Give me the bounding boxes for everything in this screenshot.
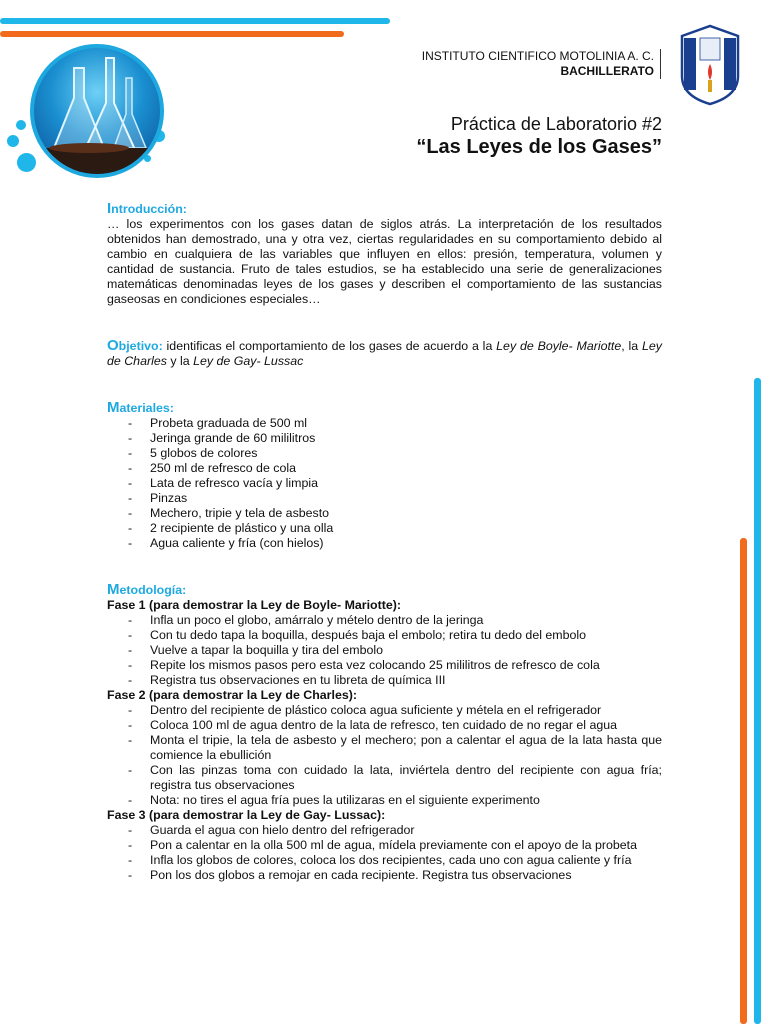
objective-text-1: identificas el comportamiento de los gases de acuerdo a la xyxy=(162,339,497,353)
materials-list xyxy=(107,416,662,551)
law-charles: Ley de Charles xyxy=(107,339,662,368)
list-item: - Monta el tripie, la tela de asbesto y el mechero; pon a calentar el agua de la lata hasta que comience la ebullición xyxy=(107,733,662,763)
list-item: - 2 recipiente de plástico y una olla xyxy=(107,521,662,536)
top-blue-bar xyxy=(0,18,390,24)
school-crest-logo xyxy=(678,24,742,106)
list-item: - Vuelve a tapar la boquilla y tira del embolo xyxy=(107,643,662,658)
list-item: - 250 ml de refresco de cola xyxy=(107,461,662,476)
phase-1-title: Fase 1 (para demostrar la Ley de Boyle- Mariotte): xyxy=(107,598,402,612)
objective-heading xyxy=(107,339,163,353)
phase-3-title: Fase 3 (para demostrar la Ley de Gay- Lussac): xyxy=(107,808,386,822)
list-item: - Repite los mismos pasos pero esta vez colocando 25 mililitros de refresco de cola xyxy=(107,658,662,673)
list-item: - Jeringa grande de 60 mililitros xyxy=(107,431,662,446)
objective-section xyxy=(107,338,662,369)
list-item: - Pon a calentar en la olla 500 ml de agua, mídela previamente con el apoyo de la probeta xyxy=(107,838,662,853)
objective-heading-rest: bjetivo: xyxy=(118,339,163,353)
materials-heading-rest: ateriales: xyxy=(119,401,174,415)
lab-flasks-image xyxy=(30,44,164,178)
institution-name: INSTITUTO CIENTIFICO MOTOLINIA A. C. xyxy=(421,49,654,63)
list-item: - Agua caliente y fría (con hielos) xyxy=(107,536,662,551)
practice-title: “Las Leyes de los Gases” xyxy=(416,136,662,158)
materials-heading-cap: M xyxy=(107,399,120,416)
list-item: - Registra tus observaciones en tu libreta de química III xyxy=(107,673,662,688)
deco-dot xyxy=(16,120,26,130)
methodology-heading xyxy=(107,582,662,598)
practice-number: Práctica de Laboratorio #2 xyxy=(450,114,662,134)
law-boyle: Ley de Boyle- Mariotte xyxy=(496,339,622,353)
law-gay-lussac: Ley de Gay- Lussac xyxy=(193,354,304,368)
top-orange-bar xyxy=(0,31,344,37)
list-item: - Infla los globos de colores, coloca los dos recipientes, cada uno con agua caliente y fría xyxy=(107,853,662,868)
list-item: - Infla un poco el globo, amárralo y mételo dentro de la jeringa xyxy=(107,613,662,628)
intro-heading-rest: ntroducción: xyxy=(111,202,187,216)
objective-text-2: , la xyxy=(621,339,643,353)
methodology-heading-rest: etodología: xyxy=(119,583,187,597)
right-orange-bar xyxy=(740,538,747,1024)
list-item: - Dentro del recipiente de plástico coloca agua suficiente y métela en el refrigerador xyxy=(107,703,662,718)
institution-header xyxy=(422,49,661,79)
intro-heading xyxy=(107,201,662,217)
right-blue-bar xyxy=(754,378,761,1024)
list-item: - Con las pinzas toma con cuidado la lata, inviértela dentro del recipiente con agua fría; registra tus observaciones xyxy=(107,763,662,793)
deco-dot xyxy=(7,135,19,147)
intro-text: … los experimentos con los gases datan de siglos atrás. La interpretación de los resultados obtenidos han demostrado, una y otra vez, ciertas regularidades en su comportamiento debido al cambio en cualquiera de las variables que influyen en ellos: presión, temperatura, volumen y cantidad de sustancia. Fruto de tales estudios, se ha establecido una serie de generalizaciones matemáticas denominadas leyes de los gases y describen el comportamiento de las sustancias gaseosas en condiciones especiales… xyxy=(107,217,662,306)
intro-heading-cap: I xyxy=(107,200,112,217)
phase-1-steps xyxy=(107,613,662,688)
intro-section xyxy=(107,201,662,307)
objective-text-3: y la xyxy=(166,354,194,368)
phase-2-title: Fase 2 (para demostrar la Ley de Charles): xyxy=(107,688,357,702)
list-item: - Pinzas xyxy=(107,491,662,506)
objective-heading-cap: O xyxy=(107,337,119,354)
list-item: - Nota: no tires el agua fría pues la utilizaras en el siguiente experimento xyxy=(107,793,662,808)
list-item: - Con tu dedo tapa la boquilla, después baja el embolo; retira tu dedo del embolo xyxy=(107,628,662,643)
list-item: - 5 globos de colores xyxy=(107,446,662,461)
list-item: - Pon los dos globos a remojar en cada recipiente. Registra tus observaciones xyxy=(107,868,662,883)
education-level: BACHILLERATO xyxy=(560,64,654,78)
methodology-heading-cap: M xyxy=(107,581,120,598)
list-item: - Probeta graduada de 500 ml xyxy=(107,416,662,431)
phase-2-steps xyxy=(107,703,662,808)
list-item: - Lata de refresco vacía y limpia xyxy=(107,476,662,491)
list-item: - Coloca 100 ml de agua dentro de la lata de refresco, ten cuidado de no regar el agua xyxy=(107,718,662,733)
list-item: - Guarda el agua con hielo dentro del refrigerador xyxy=(107,823,662,838)
methodology-section xyxy=(107,582,662,883)
list-item: - Mechero, tripie y tela de asbesto xyxy=(107,506,662,521)
materials-section xyxy=(107,400,662,551)
phase-3-steps xyxy=(107,823,662,883)
materials-heading xyxy=(107,400,662,416)
